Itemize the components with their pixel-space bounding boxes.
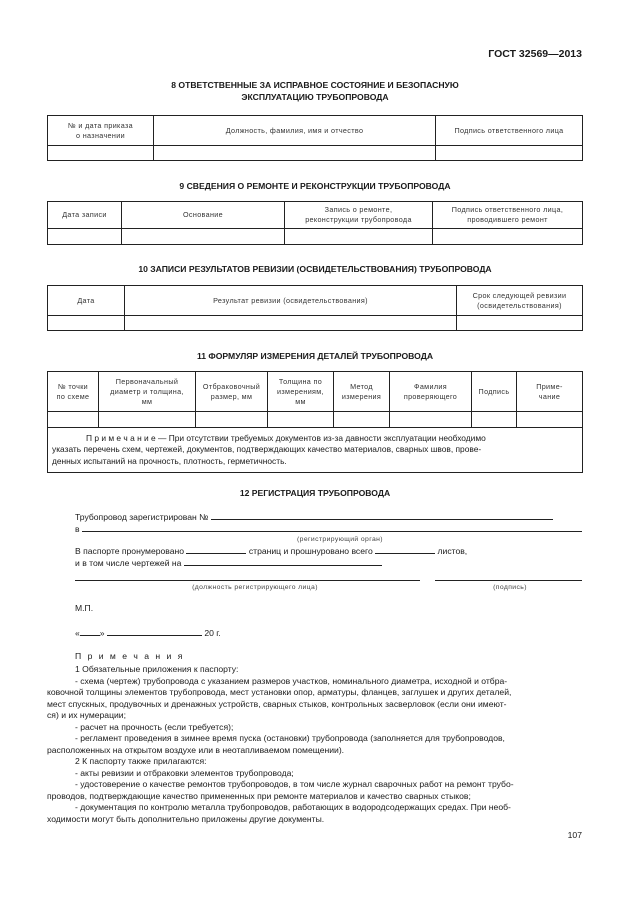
date-month-field[interactable]: [107, 634, 202, 636]
section-10-table: [47, 285, 583, 331]
table-cell[interactable]: [196, 412, 268, 428]
date-row: « » 20 г.: [75, 628, 221, 638]
position-field[interactable]: [75, 580, 420, 581]
section-8-title: 8 ОТВЕТСТВЕННЫЕ ЗА ИСПРАВНОЕ СОСТОЯНИЕ И БЕЗОПАСНУЮ ЭКСПЛУАТАЦИЮ ТРУБОПРОВОДА: [171, 80, 459, 102]
table-cell[interactable]: [122, 229, 285, 245]
header-cell: Срок следующей ревизии (освидетельствования): [457, 286, 583, 316]
date-day-field[interactable]: [80, 634, 100, 636]
section-10-title: 10 ЗАПИСИ РЕЗУЛЬТАТОВ РЕВИЗИИ (ОСВИДЕТЕЛЬСТВОВАНИЯ) ТРУБОПРОВОДА: [138, 264, 492, 274]
signature-caption: (подпись): [493, 584, 527, 591]
table-cell[interactable]: [99, 412, 196, 428]
stamp-mark: М.П.: [75, 603, 94, 613]
notes-body: 1 Обязательные приложения к паспорту: - схема (чертеж) трубопровода с указанием размеров участков, номинального диаметра, исходной и отбра- ковочной толщины элементов трубопровода, мест установки опор, арматуры, фланцев, заглушек и других деталей, мест спускных, продувочных и дренажных устройств, сварных стыков, контрольных засверловок (если они имеют- ся) и их нумерации; - расчет на прочность (если требуется); - регламент проведения в зимнее время пуска (остановки) трубопровода (заполняется для трубопроводов, расположенных на открытом воздухе или в неотапливаемом помещении). 2 К паспорту также прилагаются: - акты ревизии и отбраковки элементов трубопровода; - удостоверение о качестве ремонтов трубопроводов, в том числе журнал сварочных работ на ремонт трубо- проводов, подтверждающие качество примененных при ремонте материалов и качество сварных стыков; - документация по контролю металла трубопроводов, работающих в водородсодержащих средах. При необ- ходимости могут быть дополнительно приложены другие документы.: [47, 664, 514, 824]
table-cell[interactable]: [268, 412, 334, 428]
header-cell: Дата: [48, 286, 125, 316]
pages-numbered-field[interactable]: [186, 552, 246, 554]
section-9-title: 9 СВЕДЕНИЯ О РЕМОНТЕ И РЕКОНСТРУКЦИИ ТРУБОПРОВОДА: [179, 181, 451, 191]
registration-number-field[interactable]: [211, 518, 553, 520]
section-12-title: 12 РЕГИСТРАЦИЯ ТРУБОПРОВОДА: [239, 488, 391, 498]
position-caption: (должность регистрирующего лица): [192, 584, 318, 591]
header-cell: Первоначальный диаметр и толщина, мм: [99, 372, 196, 412]
header-cell: Дата записи: [48, 202, 122, 229]
header-cell: Приме- чание: [517, 372, 583, 412]
header-cell: Результат ревизии (освидетельствования): [125, 286, 457, 316]
table-cell[interactable]: [517, 412, 583, 428]
drawings-field[interactable]: [184, 564, 382, 566]
table-cell[interactable]: [125, 316, 457, 331]
table-cell[interactable]: [433, 229, 583, 245]
table-cell[interactable]: [48, 412, 99, 428]
standard-number: ГОСТ 32569—2013: [488, 48, 582, 60]
registration-number-row: Трубопровод зарегистрирован №: [75, 512, 553, 523]
section-11-title: 11 ФОРМУЛЯР ИЗМЕРЕНИЯ ДЕТАЛЕЙ ТРУБОПРОВОДА: [196, 351, 434, 361]
header-cell: Запись о ремонте, реконструкции трубопровода: [285, 202, 433, 229]
header-cell: № и дата приказа о назначении: [48, 116, 154, 146]
pages-total-field[interactable]: [375, 552, 435, 554]
table-cell[interactable]: [436, 146, 583, 161]
table-cell[interactable]: [48, 229, 122, 245]
table-cell[interactable]: [154, 146, 436, 161]
header-cell: Метод измерения: [334, 372, 390, 412]
page-number: 107: [567, 830, 582, 840]
table-cell[interactable]: [48, 146, 154, 161]
header-cell: Фамилия проверяющего: [390, 372, 472, 412]
table-cell[interactable]: [457, 316, 583, 331]
header-cell: Должность, фамилия, имя и отчество: [154, 116, 436, 146]
header-cell: Толщина по измерениям, мм: [268, 372, 334, 412]
registration-body-row: в: [75, 524, 582, 535]
section-11-table: [47, 371, 583, 473]
notes-heading: П р и м е ч а н и я: [75, 651, 185, 661]
table-cell[interactable]: [390, 412, 472, 428]
header-cell: № точки по схеме: [48, 372, 99, 412]
header-cell: Подпись ответственного лица, проводившего ремонт: [433, 202, 583, 229]
table-cell[interactable]: [48, 316, 125, 331]
header-cell: Подпись ответственного лица: [436, 116, 583, 146]
header-cell: Подпись: [472, 372, 517, 412]
section-9-table: [47, 201, 583, 245]
table-cell[interactable]: [334, 412, 390, 428]
registration-body-caption: (регистрирующий орган): [297, 536, 383, 543]
drawings-row: и в том числе чертежей на: [75, 558, 382, 569]
table-cell[interactable]: [285, 229, 433, 245]
signature-field[interactable]: [435, 580, 582, 581]
pages-row: В паспорте пронумеровано страниц и прошнуровано всего листов,: [75, 546, 468, 556]
table-cell[interactable]: [472, 412, 517, 428]
header-cell: Основание: [122, 202, 285, 229]
table-note: П р и м е ч а н и е — При отсутствии требуемых документов из-за давности эксплуатации необходимо указать перечень схем, чертежей, документов, подтверждающих качество материалов, сварных швов, прове- денных испытаний на прочность, плотность, герметичность.: [48, 428, 583, 473]
section-8-table: [47, 115, 583, 161]
registration-body-field[interactable]: [82, 530, 582, 532]
header-cell: Отбраковочный размер, мм: [196, 372, 268, 412]
